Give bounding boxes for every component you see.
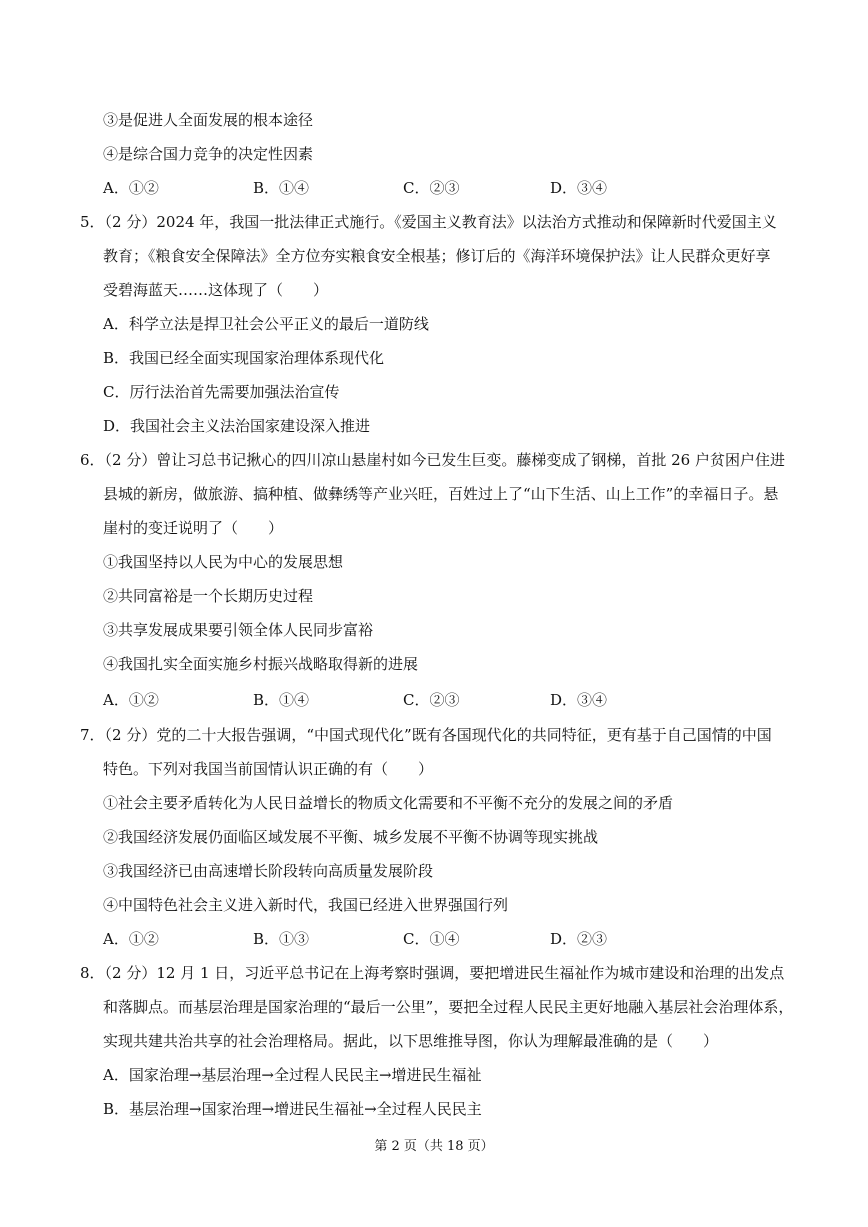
- option-b: B．①③: [253, 930, 310, 948]
- question-8-choice-a: A．国家治理→基层治理→全过程人民民主→增进民生福祉: [103, 1066, 482, 1084]
- question-7-stem: 7．（2 分）党的二十大报告强调，“中国式现代化”既有各国现代化的共同特征，更有基于自己国情的中国: [80, 726, 772, 744]
- question-7-stem-2: 特色。下列对我国当前国情认识正确的有（ ）: [103, 760, 434, 778]
- option-a: A．①②: [103, 179, 159, 197]
- question-8-stem-3: 实现共建共治共享的社会治理格局。据此，以下思维推导图，你认为理解最准确的是（ ）: [103, 1032, 719, 1050]
- question-6-stem: 6．（2 分）曾让习总书记揪心的四川凉山悬崖村如今已发生巨变。藤梯变成了钢梯，首批 26 户贫困户住进: [80, 451, 785, 469]
- statement-3: ③是促进人全面发展的根本途径: [103, 111, 314, 129]
- question-8-choice-b: B．基层治理→国家治理→增进民生福祉→全过程人民民主: [103, 1100, 482, 1118]
- question-6-statement-3: ③共享发展成果要引领全体人民同步富裕: [103, 621, 374, 639]
- question-5-stem-3: 受碧海蓝天……这体现了（ ）: [103, 281, 329, 299]
- option-d: D．②③: [550, 930, 608, 948]
- question-7-statement-4: ④中国特色社会主义进入新时代，我国已经进入世界强国行列: [103, 896, 509, 914]
- statement-4: ④是综合国力竞争的决定性因素: [103, 145, 314, 163]
- question-5-choice-d: D．我国社会主义法治国家建设深入推进: [103, 417, 371, 435]
- question-5-choice-a: A．科学立法是捍卫社会公平正义的最后一道防线: [103, 315, 429, 333]
- option-c: C．②③: [403, 179, 460, 197]
- option-a: A．①②: [103, 691, 159, 709]
- question-6-statement-2: ②共同富裕是一个长期历史过程: [103, 587, 314, 605]
- question-8-stem: 8．（2 分）12 月 1 日，习近平总书记在上海考察时强调，要把增进民生福祉作为城市建设和治理的出发点: [80, 964, 785, 982]
- option-c: C．①④: [403, 930, 460, 948]
- question-8-stem-2: 和落脚点。而基层治理是国家治理的“最后一公里”，要把全过程人民民主更好地融入基层社会治理体系，: [103, 998, 794, 1016]
- question-7-statement-2: ②我国经济发展仍面临区域发展不平衡、城乡发展不平衡不协调等现实挑战: [103, 828, 599, 846]
- question-7-statement-1: ①社会主要矛盾转化为人民日益增长的物质文化需要和不平衡不充分的发展之间的矛盾: [103, 794, 674, 812]
- option-b: B．①④: [253, 179, 310, 197]
- question-5-stem: 5．（2 分）2024 年，我国一批法律正式施行。《爱国主义教育法》以法治方式推动和保障新时代爱国主义: [80, 213, 777, 231]
- question-6-statement-4: ④我国扎实全面实施乡村振兴战略取得新的进展: [103, 655, 419, 673]
- question-5-choice-b: B．我国已经全面实现国家治理体系现代化: [103, 349, 385, 367]
- page-footer: 第 2 页（共 18 页）: [374, 1139, 494, 1154]
- question-6-stem-2: 县城的新房，做旅游、搞种植、做彝绣等产业兴旺，百姓过上了“山下生活、山上工作”的幸福日子。悬: [103, 485, 779, 503]
- question-5-choice-c: C．厉行法治首先需要加强法治宣传: [103, 383, 340, 401]
- question-7-statement-3: ③我国经济已由高速增长阶段转向高质量发展阶段: [103, 862, 434, 880]
- option-d: D．③④: [550, 179, 608, 197]
- question-5-stem-2: 教育；《粮食安全保障法》全方位夯实粮食安全根基；修订后的《海洋环境保护法》让人民群众更好享: [103, 247, 771, 265]
- option-c: C．②③: [403, 691, 460, 709]
- question-6-statement-1: ①我国坚持以人民为中心的发展思想: [103, 553, 344, 571]
- option-a: A．①②: [103, 930, 159, 948]
- option-b: B．①④: [253, 691, 310, 709]
- option-d: D．③④: [550, 691, 608, 709]
- question-6-stem-3: 崖村的变迁说明了（ ）: [103, 519, 284, 537]
